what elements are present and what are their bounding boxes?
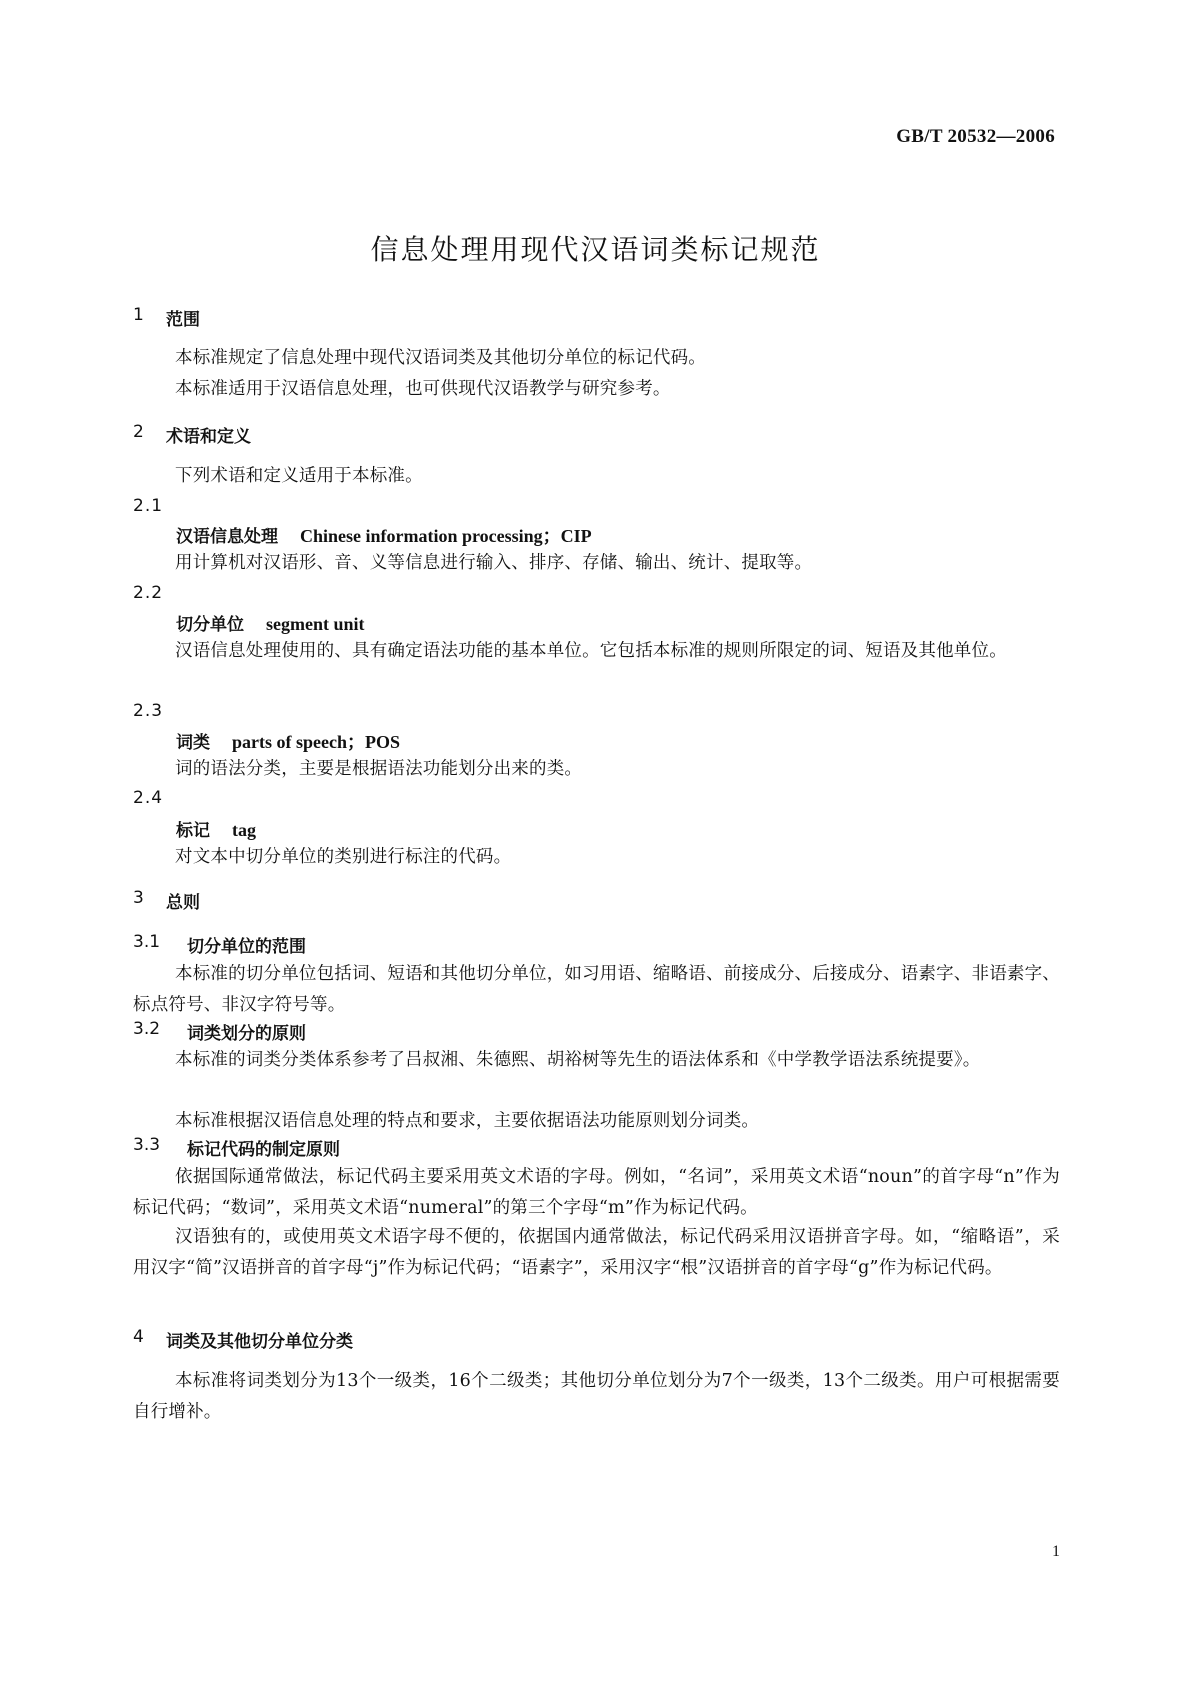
- subsection-label: 标记代码的制定原则: [187, 1140, 340, 1160]
- clause-number: 2.2: [133, 583, 164, 603]
- subsection-3-2-heading: [0, 1019, 1191, 1043]
- section-number: 3: [133, 888, 144, 908]
- term-zh: 切分单位: [176, 615, 244, 635]
- section-number: 2: [133, 422, 144, 442]
- section-label: 范围: [166, 310, 200, 330]
- subsection-3-1-heading: [0, 932, 1191, 956]
- paragraph: 本标准根据汉语信息处理的特点和要求，主要依据语法功能原则划分词类。: [175, 1111, 760, 1131]
- subsection-label: 切分单位的范围: [187, 937, 306, 957]
- section-4-heading: [0, 1327, 1191, 1351]
- term-heading: [176, 816, 256, 841]
- term-definition: 汉语信息处理使用的、具有确定语法功能的基本单位。它包括本标准的规则所限定的词、短语及其他单位。: [175, 641, 1007, 661]
- term-heading: [176, 728, 400, 754]
- term-definition: 用计算机对汉语形、音、义等信息进行输入、排序、存储、输出、统计、提取等。: [175, 553, 813, 573]
- clause-number: 2.1: [133, 496, 164, 516]
- section-label: 总则: [166, 893, 200, 913]
- clause-number: 2.3: [133, 701, 164, 721]
- term-zh: 词类: [176, 733, 210, 753]
- section-2-heading: [0, 422, 1191, 446]
- paragraph: 本标准的切分单位包括词、短语和其他切分单位，如习用语、缩略语、前接成分、后接成分、语素字、非语素字、标点符号、非汉字符号等。: [133, 964, 1060, 1015]
- subsection-number: 3.3: [133, 1135, 161, 1155]
- standard-number: GB/T 20532—2006: [896, 126, 1055, 147]
- term-en: segment unit: [266, 614, 365, 634]
- section-3-heading: [0, 888, 1191, 912]
- term-en: Chinese information processing；CIP: [300, 526, 592, 546]
- subsection-number: 3.2: [133, 1019, 161, 1039]
- section-label: 词类及其他切分单位分类: [166, 1332, 353, 1352]
- paragraph: 本标准适用于汉语信息处理，也可供现代汉语教学与研究参考。: [175, 379, 671, 399]
- term-en: parts of speech；POS: [232, 732, 400, 752]
- term-zh: 标记: [176, 821, 210, 841]
- paragraph: 本标准规定了信息处理中现代汉语词类及其他切分单位的标记代码。: [175, 348, 706, 368]
- subsection-label: 词类划分的原则: [187, 1024, 306, 1044]
- paragraph: 本标准将词类划分为13个一级类，16个二级类；其他切分单位划分为7个一级类，13个二级类。用户可根据需要自行增补。: [133, 1371, 1060, 1422]
- section-number: 1: [133, 305, 144, 325]
- subsection-number: 3.1: [133, 932, 161, 952]
- paragraph: 依据国际通常做法，标记代码主要采用英文术语的字母。例如，“名词”，采用英文术语“noun”的首字母“n”作为标记代码；“数词”，采用英文术语“numeral”的第三个字母“m”作为标记代码。: [133, 1167, 1060, 1218]
- section-1-heading: [0, 305, 1191, 329]
- term-zh: 汉语信息处理: [176, 527, 278, 547]
- term-definition: 对文本中切分单位的类别进行标注的代码。: [175, 847, 512, 867]
- paragraph: 汉语独有的，或使用英文术语字母不便的，依据国内通常做法，标记代码采用汉语拼音字母。如，“缩略语”，采用汉字“简”汉语拼音的首字母“j”作为标记代码；“语素字”，采用汉字“根”汉语拼音的首字母“g”作为标记代码。: [133, 1227, 1060, 1278]
- subsection-3-3-heading: [0, 1135, 1191, 1159]
- paragraph: 本标准的词类分类体系参考了吕叔湘、朱德熙、胡裕树等先生的语法体系和《中学教学语法系统提要》。: [175, 1050, 981, 1070]
- document-title: 信息处理用现代汉语词类标记规范: [370, 233, 821, 266]
- term-en: tag: [232, 820, 256, 840]
- clause-number: 2.4: [133, 788, 164, 808]
- term-definition: 词的语法分类，主要是根据语法功能划分出来的类。: [175, 759, 583, 779]
- section-number: 4: [133, 1327, 144, 1347]
- term-heading: [176, 610, 365, 635]
- term-heading: [176, 522, 592, 548]
- section-label: 术语和定义: [166, 427, 251, 447]
- paragraph: 下列术语和定义适用于本标准。: [175, 466, 423, 486]
- page-number: 1: [1052, 1543, 1060, 1560]
